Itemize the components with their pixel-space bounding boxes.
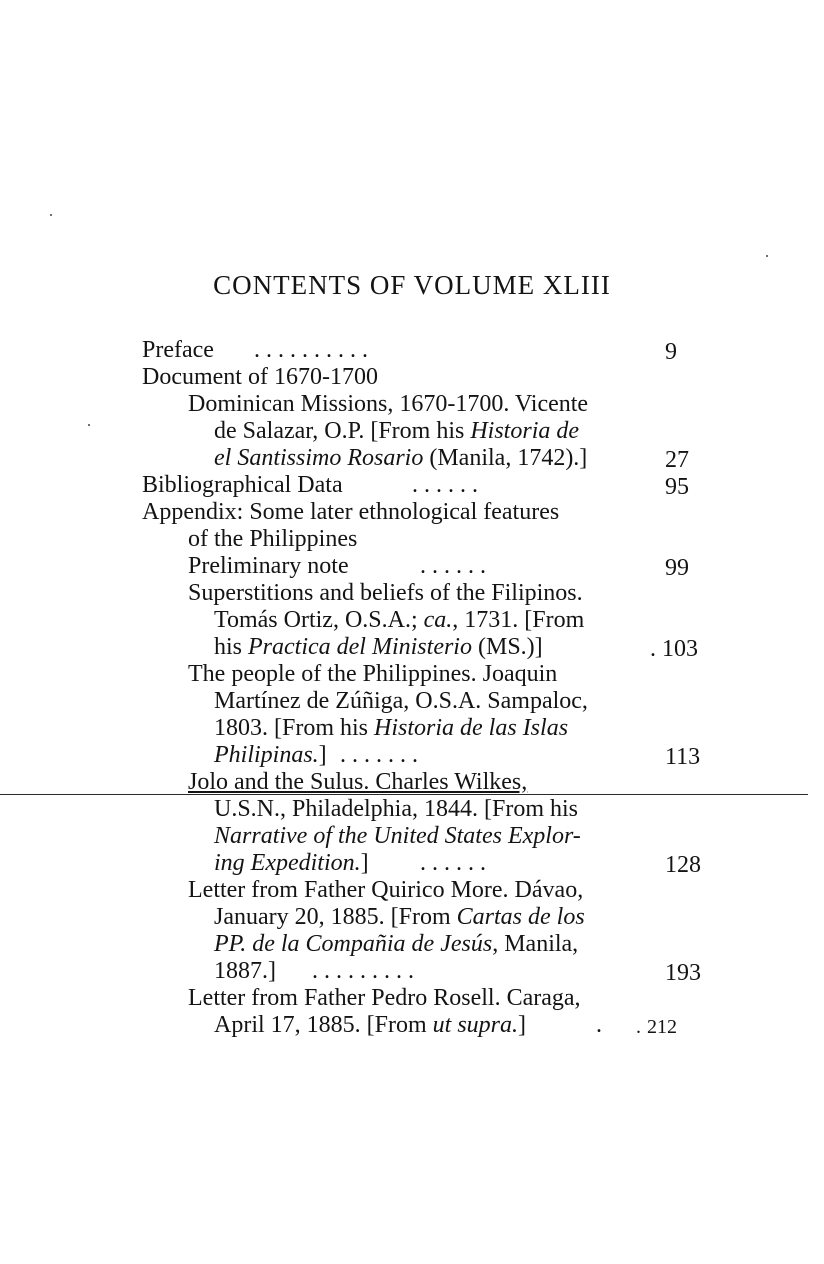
page-number: 95	[665, 474, 689, 500]
entry-continuation: ing Expedition.]	[214, 850, 369, 876]
dot-leader: . . . . . .	[420, 553, 486, 579]
dot-leader: . . . . . .	[412, 472, 478, 498]
entry-continuation: April 17, 1885. [From ut supra.]	[214, 1012, 527, 1038]
entry-continuation: Tomás Ortiz, O.S.A.; ca., 1731. [From	[214, 607, 585, 633]
entry-continuation: Philipinas.]	[214, 742, 327, 768]
entry-continuation: his Practica del Ministerio (MS.)]	[214, 634, 543, 660]
toc-entry-letter-pedro-rosell[interactable]: Letter from Father Pedro Rosell. Caraga,	[188, 985, 581, 1011]
toc-entry-dominican-missions[interactable]: Dominican Missions, 1670-1700. Vicente	[188, 391, 589, 417]
entry-continuation: el Santissimo Rosario (Manila, 1742).]	[214, 445, 588, 471]
dot-leader: . . . . . . .	[340, 742, 418, 768]
toc-entry-appendix[interactable]: Appendix: Some later ethnological features	[142, 499, 560, 525]
entry-label: Preface	[142, 337, 214, 363]
page-title: CONTENTS OF VOLUME XLIII	[213, 270, 611, 300]
page-number: 128	[665, 852, 701, 878]
page-number: 27	[665, 447, 689, 473]
toc-entry-superstitions[interactable]: Superstitions and beliefs of the Filipinos.	[188, 580, 583, 606]
scan-speck	[766, 255, 768, 257]
toc-entry-people-of-philippines[interactable]: The people of the Philippines. Joaquin	[188, 661, 558, 687]
page-number: . 212	[636, 1016, 677, 1038]
dot-leader: . . . . . . . . .	[312, 958, 414, 984]
toc-entry-preliminary-note[interactable]: Preliminary note	[188, 553, 349, 579]
dot-leader: .	[596, 1012, 602, 1038]
entry-continuation: of the Philippines	[188, 526, 358, 552]
dot-leader: . . . . . .	[420, 850, 486, 876]
page-number: 9	[665, 339, 677, 365]
entry-continuation: Martínez de Zúñiga, O.S.A. Sampaloc,	[214, 688, 588, 714]
dot-leader: . . . . . . . . . .	[254, 337, 368, 363]
entry-continuation: January 20, 1885. [From Cartas de los	[214, 904, 585, 930]
toc-entry-jolo-and-sulus[interactable]: Jolo and the Sulus. Charles Wilkes,	[188, 769, 528, 795]
entry-continuation: U.S.N., Philadelphia, 1844. [From his	[214, 796, 578, 822]
scan-speck	[50, 214, 52, 216]
entry-continuation: PP. de la Compañia de Jesús, Manila,	[214, 931, 579, 957]
page-number: 113	[665, 744, 701, 770]
toc-entry-preface[interactable]	[142, 337, 214, 364]
entry-continuation: 1887.]	[214, 958, 276, 984]
page-number: 99	[665, 555, 689, 581]
page-number: . 103	[650, 636, 698, 662]
scan-speck	[88, 424, 90, 426]
entry-continuation: 1803. [From his Historia de las Islas	[214, 715, 569, 741]
entry-continuation: Narrative of the United States Explor-	[214, 823, 581, 849]
toc-entry-letter-quirico-more[interactable]: Letter from Father Quirico More. Dávao,	[188, 877, 584, 903]
toc-entry-bibliographical-data[interactable]: Bibliographical Data	[142, 472, 343, 498]
page-number: 193	[665, 960, 701, 986]
toc-section-heading: Document of 1670-1700	[142, 364, 378, 390]
entry-continuation: de Salazar, O.P. [From his Historia de	[214, 418, 580, 444]
